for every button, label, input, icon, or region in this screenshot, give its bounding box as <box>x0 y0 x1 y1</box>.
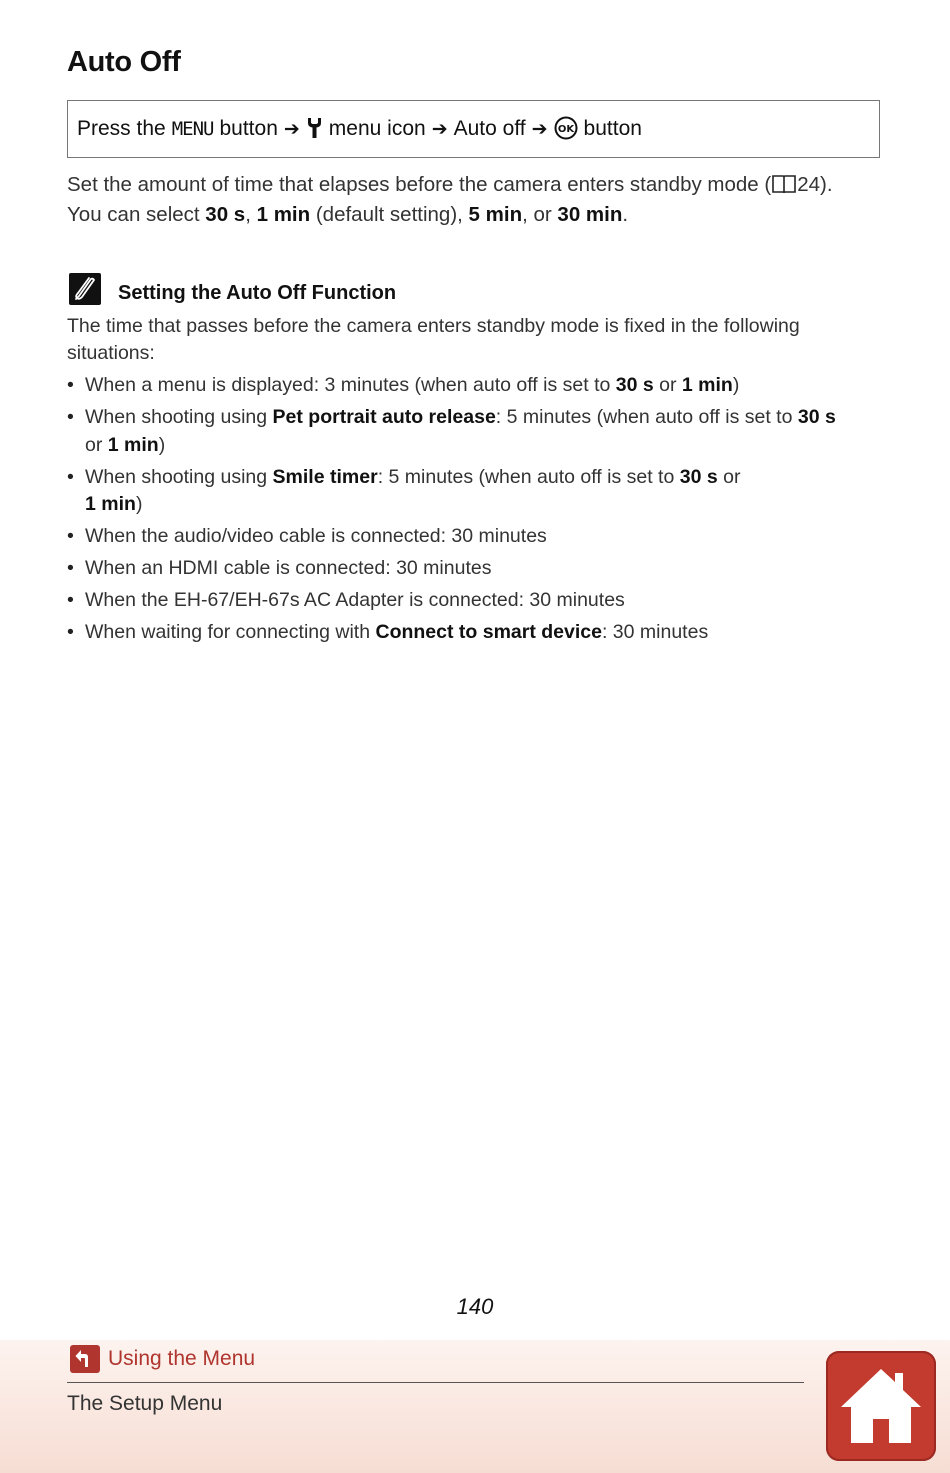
bullet-text: : 5 minutes (when auto off is set to <box>377 465 680 488</box>
separator: , <box>245 203 257 226</box>
intro-text: Set the amount of time that elapses before the camera enters standby mode ( <box>67 173 772 196</box>
arrow-icon: ➔ <box>431 118 448 140</box>
option-5min: 5 min <box>468 203 523 226</box>
bullet-bold: Connect to smart device <box>375 621 602 643</box>
intro-text: You can select <box>67 203 206 226</box>
note-title: Setting the Auto Off Function <box>118 281 397 304</box>
book-ref-icon[interactable] <box>771 173 797 196</box>
situations-list <box>67 372 882 651</box>
option-30min: 30 min <box>557 203 623 226</box>
bullet-text: : 30 minutes <box>601 621 709 643</box>
bullet-bold: Pet portrait auto release <box>272 406 496 428</box>
page-title: Auto Off <box>67 46 181 78</box>
bullet-text: When a menu is displayed: 3 minutes (when auto off is set to <box>85 374 616 396</box>
list-item: • When the audio/video cable is connected: 30 minutes <box>67 523 882 551</box>
bullet-text: : 5 minutes (when auto off is set to <box>495 406 798 428</box>
nav-button-word: button <box>219 117 278 140</box>
footer <box>0 1340 950 1473</box>
footer-section-name: The Setup Menu <box>67 1392 223 1415</box>
nav-prefix: Press the <box>77 117 166 140</box>
menu-button-glyph: MENU <box>171 118 214 140</box>
nav-item: Auto off <box>453 117 526 140</box>
bullet-bold: 1 min <box>85 493 136 515</box>
bullet-text: ) <box>732 374 740 396</box>
ok-button-icon <box>554 116 578 143</box>
list-item <box>67 619 882 647</box>
separator: , or <box>522 203 558 226</box>
list-item <box>67 404 882 459</box>
list-item <box>67 464 882 519</box>
svg-text:OK: OK <box>557 123 574 135</box>
footer-link-text[interactable]: Using the Menu <box>108 1347 256 1370</box>
option-1min: 1 min <box>256 203 311 226</box>
bullet-bold: 30 s <box>679 465 718 488</box>
footer-divider <box>67 1382 804 1383</box>
nav-menu-icon-text: menu icon <box>328 117 426 140</box>
page-reference[interactable]: 24). <box>797 173 833 196</box>
bullet-text: ) <box>158 433 166 456</box>
note-text: The time that passes before the camera enters standby mode is fixed in the following situations: <box>67 315 800 364</box>
menu-navigation-path <box>67 100 880 158</box>
bullet-text: or <box>85 433 108 456</box>
bullet-text: When shooting using <box>85 406 273 428</box>
arrow-icon: ➔ <box>283 118 300 140</box>
bullet-bold: 1 min <box>681 374 733 396</box>
bullet-bold: 30 s <box>615 374 654 396</box>
bullet-text: or <box>653 374 682 396</box>
bullet-bold: 30 s <box>797 406 836 428</box>
period: . <box>622 203 629 226</box>
page-number: 140 <box>456 1294 494 1319</box>
home-button[interactable] <box>826 1351 936 1461</box>
intro-paragraph <box>67 170 897 230</box>
pencil-icon <box>69 273 101 305</box>
option-30s: 30 s <box>205 203 246 226</box>
bullet-bold: Smile timer <box>272 465 378 488</box>
back-arrow-icon[interactable] <box>70 1345 100 1373</box>
bullet-text: When waiting for connecting with <box>85 621 376 643</box>
list-item: • When an HDMI cable is connected: 30 minutes <box>67 555 882 583</box>
nav-ok-text: button <box>583 117 642 140</box>
note-header <box>69 273 396 305</box>
using-the-menu-link[interactable] <box>70 1344 255 1374</box>
arrow-icon: ➔ <box>531 118 548 140</box>
bullet-bold: 1 min <box>107 433 159 456</box>
bullet-text: When shooting using <box>85 465 273 488</box>
bullet-text: or <box>717 465 741 488</box>
list-item <box>67 372 882 400</box>
list-item: • When the EH-67/EH-67s AC Adapter is connected: 30 minutes <box>67 587 882 615</box>
bullet-text: ) <box>135 493 143 515</box>
default-note: (default setting), <box>310 203 469 226</box>
wrench-icon <box>306 117 323 142</box>
home-icon <box>837 1365 925 1447</box>
